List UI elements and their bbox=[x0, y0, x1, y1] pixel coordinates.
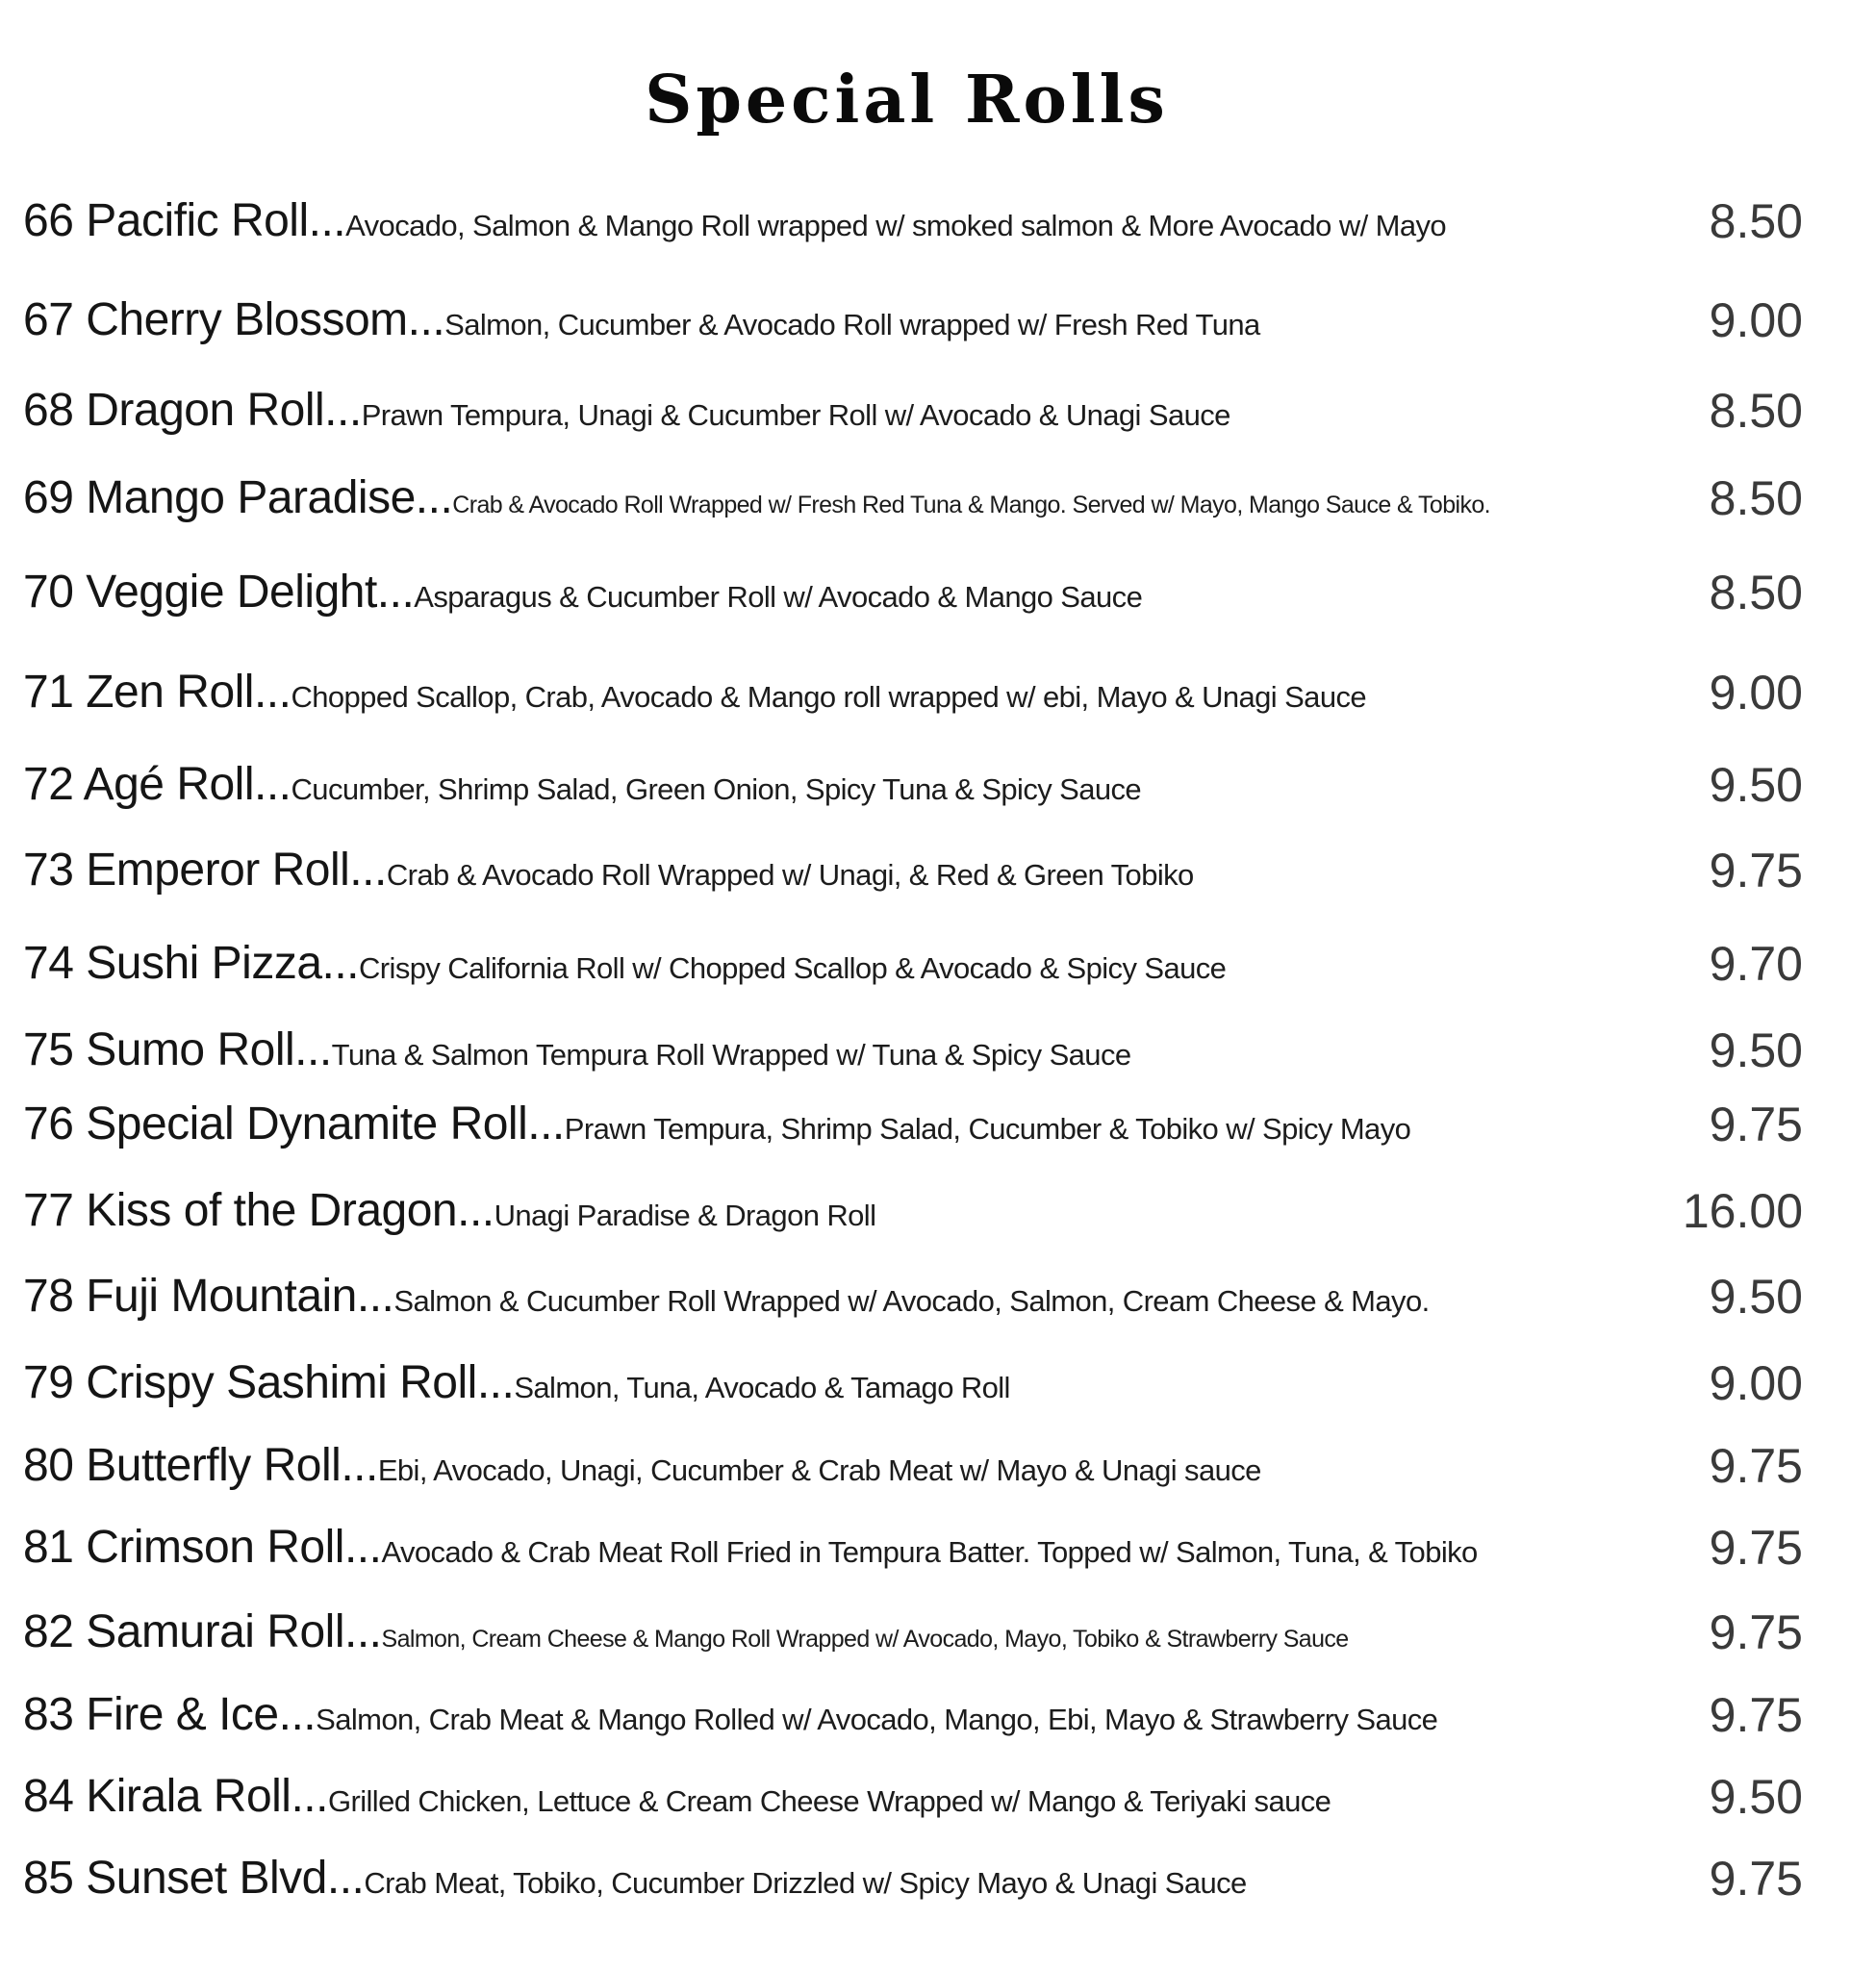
item-description: Salmon, Tuna, Avocado & Tamago Roll bbox=[514, 1371, 1010, 1404]
item-price: 8.50 bbox=[1709, 194, 1803, 248]
item-description: Salmon & Cucumber Roll Wrapped w/ Avocado, Salmon, Cream Cheese & Mayo. bbox=[393, 1284, 1430, 1318]
item-description: Ebi, Avocado, Unagi, Cucumber & Crab Meat w/ Mayo & Unagi sauce bbox=[377, 1453, 1261, 1487]
item-name: 76 Special Dynamite Roll... bbox=[23, 1099, 565, 1149]
menu-item bbox=[23, 1684, 1803, 1746]
item-price: 9.75 bbox=[1709, 844, 1803, 897]
menu-title: Special Rolls bbox=[645, 62, 1169, 139]
item-price: 9.75 bbox=[1709, 1605, 1803, 1659]
item-name: 66 Pacific Roll... bbox=[23, 195, 346, 246]
item-price: 16.00 bbox=[1682, 1184, 1803, 1238]
item-price: 8.50 bbox=[1709, 566, 1803, 619]
menu-item bbox=[23, 467, 1803, 529]
item-price: 9.75 bbox=[1709, 1521, 1803, 1575]
item-name: 84 Kirala Roll... bbox=[23, 1771, 328, 1822]
menu-item bbox=[23, 562, 1803, 623]
menu-item bbox=[23, 1020, 1803, 1081]
item-description: Crispy California Roll w/ Chopped Scallop & Avocado & Spicy Sauce bbox=[359, 951, 1227, 985]
item-description: Avocado & Crab Meat Roll Fried in Tempura Batter. Topped w/ Salmon, Tuna, & Tobiko bbox=[381, 1535, 1478, 1569]
item-description: Avocado, Salmon & Mango Roll wrapped w/ smoked salmon & More Avocado w/ Mayo bbox=[345, 209, 1447, 242]
item-price: 9.50 bbox=[1709, 1270, 1803, 1324]
item-description: Crab & Avocado Roll Wrapped w/ Unagi, & Red & Green Tobiko bbox=[386, 858, 1194, 892]
item-description: Salmon, Cream Cheese & Mango Roll Wrapped w/ Avocado, Mayo, Tobiko & Strawberry Sauce bbox=[381, 1626, 1349, 1653]
item-name: 71 Zen Roll... bbox=[23, 667, 292, 718]
item-description: Prawn Tempura, Unagi & Cucumber Roll w/ Avocado & Unagi Sauce bbox=[361, 398, 1230, 432]
item-description: Crab & Avocado Roll Wrapped w/ Fresh Red Tuna & Mango. Served w/ Mayo, Mango Sauce & Tobiko. bbox=[452, 492, 1491, 518]
menu-item bbox=[23, 840, 1803, 901]
menu-item bbox=[23, 1848, 1803, 1909]
menu-item bbox=[23, 1352, 1803, 1414]
item-name: 79 Crispy Sashimi Roll... bbox=[23, 1357, 515, 1408]
item-name: 72 Agé Roll... bbox=[23, 759, 292, 810]
menu-item bbox=[23, 190, 1803, 252]
item-name: 85 Sunset Blvd... bbox=[23, 1853, 365, 1904]
item-name: 67 Cherry Blossom... bbox=[23, 294, 445, 345]
item-name: 78 Fuji Mountain... bbox=[23, 1271, 394, 1322]
item-price: 9.75 bbox=[1709, 1098, 1803, 1151]
item-description: Unagi Paradise & Dragon Roll bbox=[494, 1199, 876, 1232]
item-description: Grilled Chicken, Lettuce & Cream Cheese Wrapped w/ Mango & Teriyaki sauce bbox=[327, 1784, 1331, 1818]
menu-item bbox=[23, 662, 1803, 723]
item-price: 9.00 bbox=[1709, 1356, 1803, 1410]
menu-item bbox=[23, 290, 1803, 351]
menu-item bbox=[23, 1766, 1803, 1828]
item-price: 9.75 bbox=[1709, 1688, 1803, 1742]
item-price: 9.75 bbox=[1709, 1439, 1803, 1493]
item-description: Salmon, Cucumber & Avocado Roll wrapped w/ Fresh Red Tuna bbox=[444, 308, 1260, 341]
item-name: 83 Fire & Ice... bbox=[23, 1689, 317, 1740]
item-name: 73 Emperor Roll... bbox=[23, 845, 387, 896]
item-description: Asparagus & Cucumber Roll w/ Avocado & Mango Sauce bbox=[414, 580, 1143, 614]
item-name: 82 Samurai Roll... bbox=[23, 1606, 382, 1657]
menu-item bbox=[23, 1094, 1803, 1155]
item-name: 80 Butterfly Roll... bbox=[23, 1440, 378, 1491]
item-name: 77 Kiss of the Dragon... bbox=[23, 1185, 494, 1236]
menu-item bbox=[23, 754, 1803, 816]
item-description: Prawn Tempura, Shrimp Salad, Cucumber & Tobiko w/ Spicy Mayo bbox=[564, 1112, 1411, 1146]
item-name: 70 Veggie Delight... bbox=[23, 567, 415, 618]
item-price: 9.50 bbox=[1709, 1770, 1803, 1824]
item-description: Crab Meat, Tobiko, Cucumber Drizzled w/ Spicy Mayo & Unagi Sauce bbox=[364, 1866, 1247, 1900]
menu-item bbox=[23, 1266, 1803, 1327]
item-price: 9.70 bbox=[1709, 937, 1803, 991]
item-name: 74 Sushi Pizza... bbox=[23, 938, 360, 989]
menu-item bbox=[23, 1602, 1803, 1663]
item-description: Chopped Scallop, Crab, Avocado & Mango roll wrapped w/ ebi, Mayo & Unagi Sauce bbox=[291, 680, 1367, 714]
menu-item bbox=[23, 1517, 1803, 1579]
item-description: Tuna & Salmon Tempura Roll Wrapped w/ Tuna & Spicy Sauce bbox=[331, 1038, 1131, 1072]
item-price: 9.50 bbox=[1709, 1023, 1803, 1077]
item-description: Salmon, Crab Meat & Mango Rolled w/ Avocado, Mango, Ebi, Mayo & Strawberry Sauce bbox=[316, 1703, 1438, 1736]
item-name: 69 Mango Paradise... bbox=[23, 472, 453, 523]
item-price: 8.50 bbox=[1709, 471, 1803, 525]
menu-item bbox=[23, 1180, 1803, 1242]
item-price: 8.50 bbox=[1709, 384, 1803, 438]
menu-item bbox=[23, 380, 1803, 442]
item-name: 68 Dragon Roll... bbox=[23, 385, 362, 436]
item-description: Cucumber, Shrimp Salad, Green Onion, Spicy Tuna & Spicy Sauce bbox=[291, 772, 1142, 806]
item-price: 9.00 bbox=[1709, 293, 1803, 347]
item-price: 9.50 bbox=[1709, 758, 1803, 812]
item-name: 75 Sumo Roll... bbox=[23, 1024, 332, 1075]
item-price: 9.00 bbox=[1709, 666, 1803, 720]
menu-item bbox=[23, 933, 1803, 995]
item-name: 81 Crimson Roll... bbox=[23, 1522, 382, 1573]
menu-item bbox=[23, 1435, 1803, 1497]
item-price: 9.75 bbox=[1709, 1852, 1803, 1906]
